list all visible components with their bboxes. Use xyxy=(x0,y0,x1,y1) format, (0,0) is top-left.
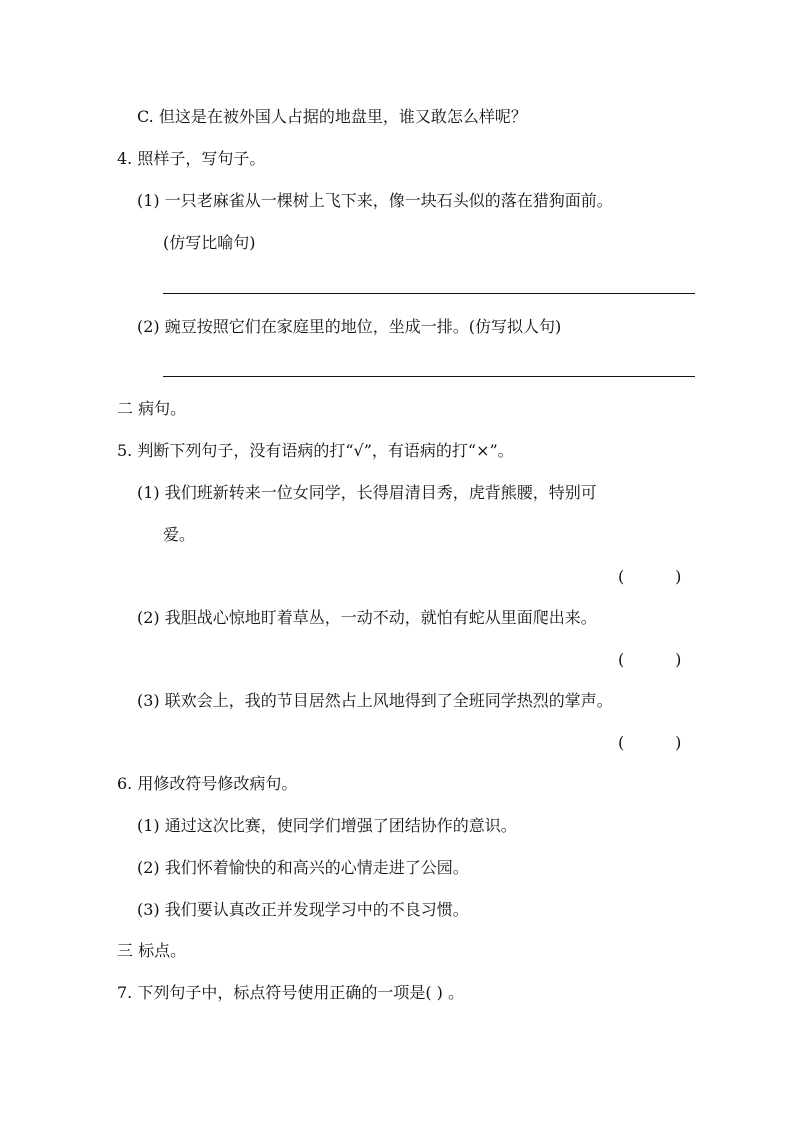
question-6-item-1: (1) 通过这次比赛，使同学们增强了团结协作的意识。 xyxy=(137,816,517,835)
question-5-heading: 5. 判断下列句子，没有语病的打“√”，有语病的打“×”。 xyxy=(117,441,514,460)
question-5-item-2: (2) 我胆战心惊地盯着草丛，一动不动，就怕有蛇从里面爬出来。 xyxy=(137,608,597,627)
section-3-heading: 三 标点。 xyxy=(117,941,187,960)
answer-line-4-2[interactable] xyxy=(163,376,695,377)
question-4-item-1-instruction: (仿写比喻句) xyxy=(163,233,256,252)
question-5-item-1-continued: 爱。 xyxy=(163,525,196,544)
answer-line-4-1[interactable] xyxy=(163,293,695,294)
question-4-item-2: (2) 豌豆按照它们在家庭里的地位，坐成一排。(仿写拟人句) xyxy=(137,317,562,336)
question-5-item-3: (3) 联欢会上，我的节目居然占上风地得到了全班同学热烈的掌声。 xyxy=(137,691,613,710)
question-5-item-1: (1) 我们班新转来一位女同学，长得眉清目秀，虎背熊腰，特别可 xyxy=(137,483,597,502)
answer-paren-5-2[interactable]: ( ) xyxy=(618,650,682,669)
section-2-heading: 二 病句。 xyxy=(117,399,187,418)
question-4-item-1: (1) 一只老麻雀从一棵树上飞下来，像一块石头似的落在猎狗面前。 xyxy=(137,191,613,210)
question-6-heading: 6. 用修改符号修改病句。 xyxy=(117,774,298,793)
answer-paren-5-3[interactable]: ( ) xyxy=(618,733,682,752)
question-6-item-3: (3) 我们要认真改正并发现学习中的不良习惯。 xyxy=(137,900,469,919)
question-6-item-2: (2) 我们怀着愉快的和高兴的心情走进了公园。 xyxy=(137,858,469,877)
option-c-text: C. 但这是在被外国人占据的地盘里，谁又敢怎么样呢？ xyxy=(137,107,527,126)
question-4-heading: 4. 照样子，写句子。 xyxy=(117,149,266,168)
question-7-heading: 7. 下列句子中，标点符号使用正确的一项是( ) 。 xyxy=(117,983,465,1002)
answer-paren-5-1[interactable]: ( ) xyxy=(618,567,682,586)
